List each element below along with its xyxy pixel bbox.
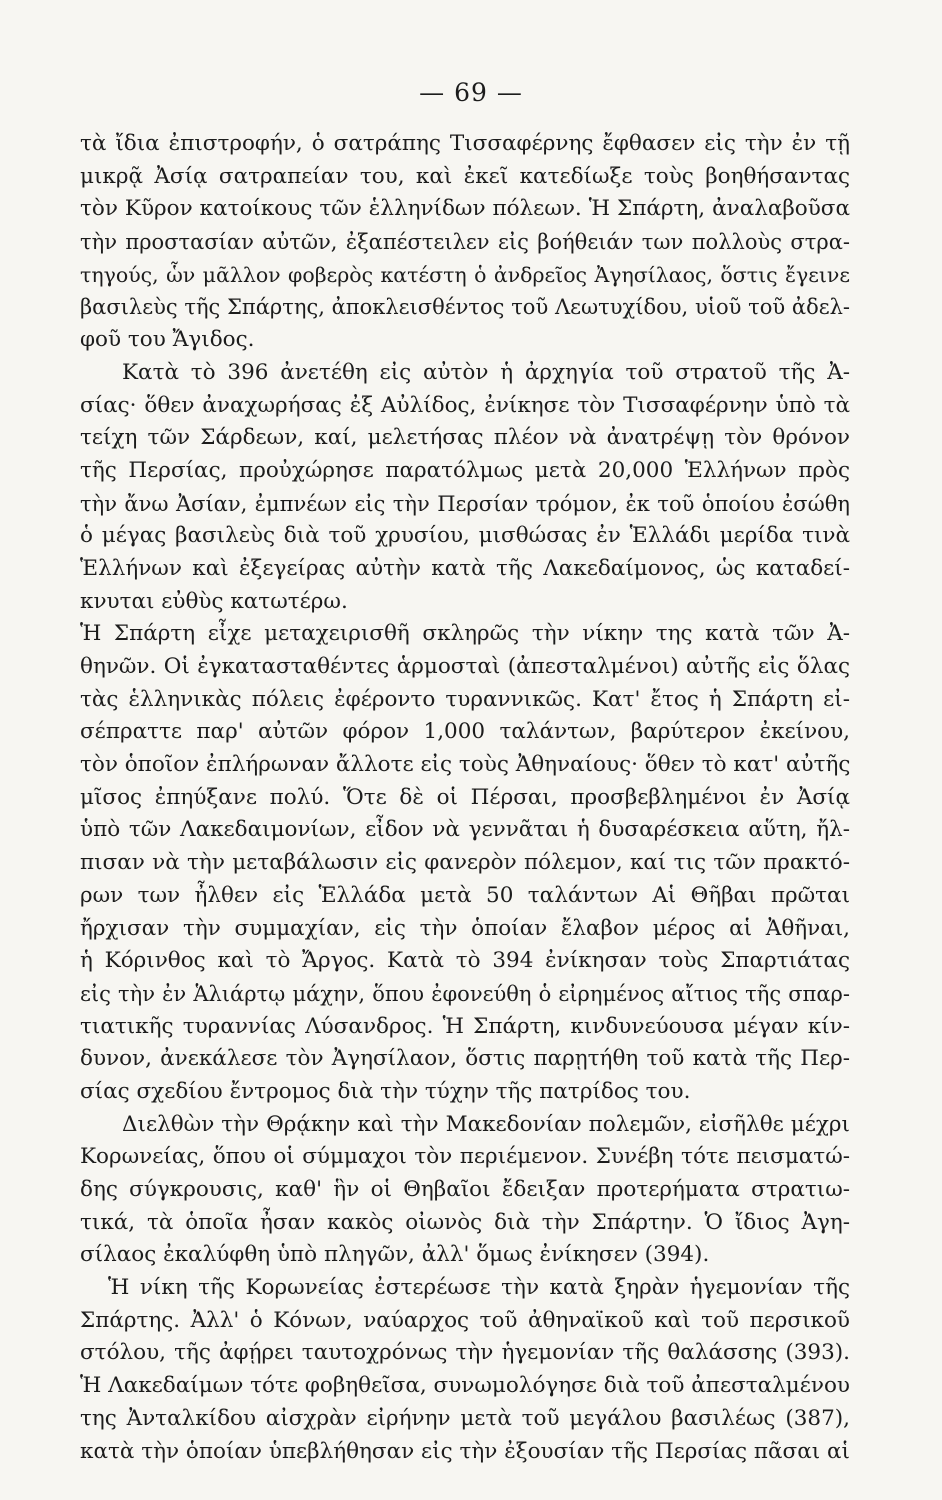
text-line: τηγούς, ὧν μᾶλλον φοβερὸς κατέστη ὁ ἀνδρεῖος Ἀγησίλαος, ὅστις ἔγεινε — [80, 262, 850, 287]
text-line: σίλαος ἐκαλύφθη ὑπὸ πληγῶν, ἀλλ' ὅμως ἐνίκησεν (394). — [80, 1242, 710, 1268]
text-line: Διελθὼν τὴν Θρᾴκην καὶ τὴν Μακεδονίαν πολεμῶν, εἰσῆλθε μέχρι — [122, 1111, 850, 1137]
text-line: ρων των ἦλθεν εἰς Ἑλλάδα μετὰ 50 ταλάντων Αἱ Θῆβαι πρῶται — [80, 882, 850, 908]
text-line: πισαν νὰ τὴν μεταβάλωσιν εἰς φανερὸν πόλεμον, καί τις τῶν πρακτό- — [80, 850, 850, 876]
text-line: δυνον, ἀνεκάλεσε τὸν Ἀγησίλαον, ὅστις παρῃτήθη τοῦ κατὰ τῆς Περ- — [80, 1046, 850, 1072]
text-line: σέπραττε παρ' αὐτῶν φόρον 1,000 ταλάντων, βαρύτερον ἐκείνου, — [80, 719, 850, 745]
text-line: τὰς ἑλληνικὰς πόλεις ἐφέροντο τυραννικῶς. Κατ' ἔτος ἡ Σπάρτη εἰ- — [80, 686, 850, 712]
text-line: Κατὰ τὸ 396 ἀνετέθη εἰς αὐτὸν ἡ ἀρχηγία τοῦ στρατοῦ τῆς Ἀ- — [122, 359, 850, 385]
paragraph-1 — [80, 128, 850, 357]
text-line: Ἑλλήνων καὶ ἐξεγείρας αὐτὴν κατὰ τῆς Λακεδαίμονος, ὡς καταδεί- — [80, 555, 850, 581]
body-text — [80, 128, 850, 1468]
text-line: εἰς τὴν ἐν Ἁλιάρτῳ μάχην, ὅπου ἐφονεύθη ὁ εἰρημένος αἴτιος τῆς σπαρ- — [80, 981, 850, 1006]
text-line: τείχη τῶν Σάρδεων, καί, μελετήσας πλέον νὰ ἀνατρέψῃ τὸν θρόνον — [80, 425, 850, 451]
text-line: Ἡ Σπάρτη εἶχε μεταχειρισθῆ σκληρῶς τὴν νίκην της κατὰ τῶν Ἀ- — [80, 621, 850, 647]
text-line: σίας· ὅθεν ἀναχωρήσας ἐξ Αὐλίδος, ἐνίκησε τὸν Τισσαφέρνην ὑπὸ τὰ — [80, 392, 850, 418]
text-line: κατὰ τὴν ὁποίαν ὑπεβλήθησαν εἰς τὴν ἐξουσίαν τῆς Περσίας πᾶσαι αἱ — [80, 1438, 850, 1464]
text-line: τὰ ἴδια ἐπιστροφήν, ὁ σατράπης Τισσαφέρνης ἔφθασεν εἰς τὴν ἐν τῇ — [80, 131, 850, 156]
text-line: Ἡ Λακεδαίμων τότε φοβηθεῖσα, συνωμολόγησε διὰ τοῦ ἀπεσταλμένου — [80, 1373, 850, 1399]
text-line: τὸν Κῦρον κατοίκους τῶν ἑλληνίδων πόλεων. Ἡ Σπάρτη, ἀναλαβοῦσα — [80, 196, 850, 222]
text-line: ἡ Κόρινθος καὶ τὸ Ἄργος. Κατὰ τὸ 394 ἐνίκησαν τοὺς Σπαρτιάτας — [80, 948, 850, 974]
text-line: δης σύγκρουσις, καθ' ἣν οἱ Θηβαῖοι ἔδειξαν προτερήματα στρατιω- — [80, 1177, 850, 1202]
paragraph-2 — [80, 357, 850, 619]
page-number: — 69 — — [419, 78, 523, 107]
text-line: Σπάρτης. Ἀλλ' ὁ Κόνων, ναύαρχος τοῦ ἀθηναϊκοῦ καὶ τοῦ περσικοῦ — [80, 1307, 850, 1333]
text-line: τὴν προστασίαν αὐτῶν, ἐξαπέστειλεν εἰς βοήθειάν των πολλοὺς στρα- — [80, 230, 850, 255]
text-line: φοῦ του Ἄγιδος. — [80, 327, 255, 353]
text-line: τῆς Περσίας, προὐχώρησε παρατόλμως μετὰ 20,000 Ἑλλήνων πρὸς — [80, 457, 850, 483]
text-line: ὁ μέγας βασιλεὺς διὰ τοῦ χρυσίου, μισθώσας ἐν Ἑλλάδι μερίδα τινὰ — [80, 523, 850, 549]
text-line: Ἡ νίκη τῆς Κορωνείας ἐστερέωσε τὴν κατὰ ξηρὰν ἡγεμονίαν τῆς — [108, 1275, 850, 1301]
text-line: τὸν ὁποῖον ἐπλήρωναν ἄλλοτε εἰς τοὺς Ἀθηναίους· ὅθεν τὸ κατ' αὐτῆς — [80, 752, 850, 778]
text-line: Κορωνείας, ὅπου οἱ σύμμαχοι τὸν περιέμενον. Συνέβη τότε πεισματώ- — [80, 1144, 850, 1170]
text-line: μικρᾷ Ἀσίᾳ σατραπείαν του, καὶ ἐκεῖ κατεδίωξε τοὺς βοηθήσαντας — [80, 163, 850, 189]
text-line: βασιλεὺς τῆς Σπάρτης, ἀποκλεισθέντος τοῦ Λεωτυχίδου, υἱοῦ τοῦ ἀδελ- — [80, 295, 850, 320]
text-line: στόλου, τῆς ἀφῄρει ταυτοχρόνως τὴν ἡγεμονίαν τῆς θαλάσσης (393). — [80, 1340, 850, 1366]
text-line: ὑπὸ τῶν Λακεδαιμονίων, εἶδον νὰ γεννᾶται ἡ δυσαρέσκεια αὕτη, ἤλ- — [80, 817, 850, 843]
paragraph-5 — [80, 1272, 850, 1468]
text-line: τὴν ἄνω Ἀσίαν, ἐμπνέων εἰς τὴν Περσίαν τρόμον, ἐκ τοῦ ὁποίου ἐσώθη — [80, 491, 850, 516]
text-line: τιατικῆς τυραννίας Λύσανδρος. Ἡ Σπάρτη, κινδυνεύουσα μέγαν κίν- — [80, 1013, 850, 1039]
text-line: της Ἀνταλκίδου αἰσχρὰν εἰρήνην μετὰ τοῦ μεγάλου βασιλέως (387), — [80, 1405, 850, 1431]
text-line: σίας σχεδίου ἔντρομος διὰ τὴν τύχην τῆς πατρίδος του. — [80, 1078, 691, 1104]
paragraph-4 — [80, 1109, 850, 1272]
text-line: μῖσος ἐπηύξανε πολύ. Ὅτε δὲ οἱ Πέρσαι, προσβεβλημένοι ἐν Ἀσίᾳ — [80, 784, 850, 810]
text-line: θηνῶν. Οἱ ἐγκατασταθέντες ἁρμοσταὶ (ἀπεσταλμένοι) αὐτῆς εἰς ὅλας — [80, 654, 850, 679]
paragraph-3 — [80, 618, 850, 1108]
text-line: ἤρχισαν τὴν συμμαχίαν, εἰς τὴν ὁποίαν ἔλαβον μέρος αἱ Ἀθῆναι, — [80, 915, 850, 941]
text-line: τικά, τὰ ὁποῖα ἦσαν κακὸς οἰωνὸς διὰ τὴν Σπάρτην. Ὁ ἴδιος Ἀγη- — [80, 1209, 850, 1235]
text-line: κνυται εὐθὺς κατωτέρω. — [80, 588, 348, 614]
